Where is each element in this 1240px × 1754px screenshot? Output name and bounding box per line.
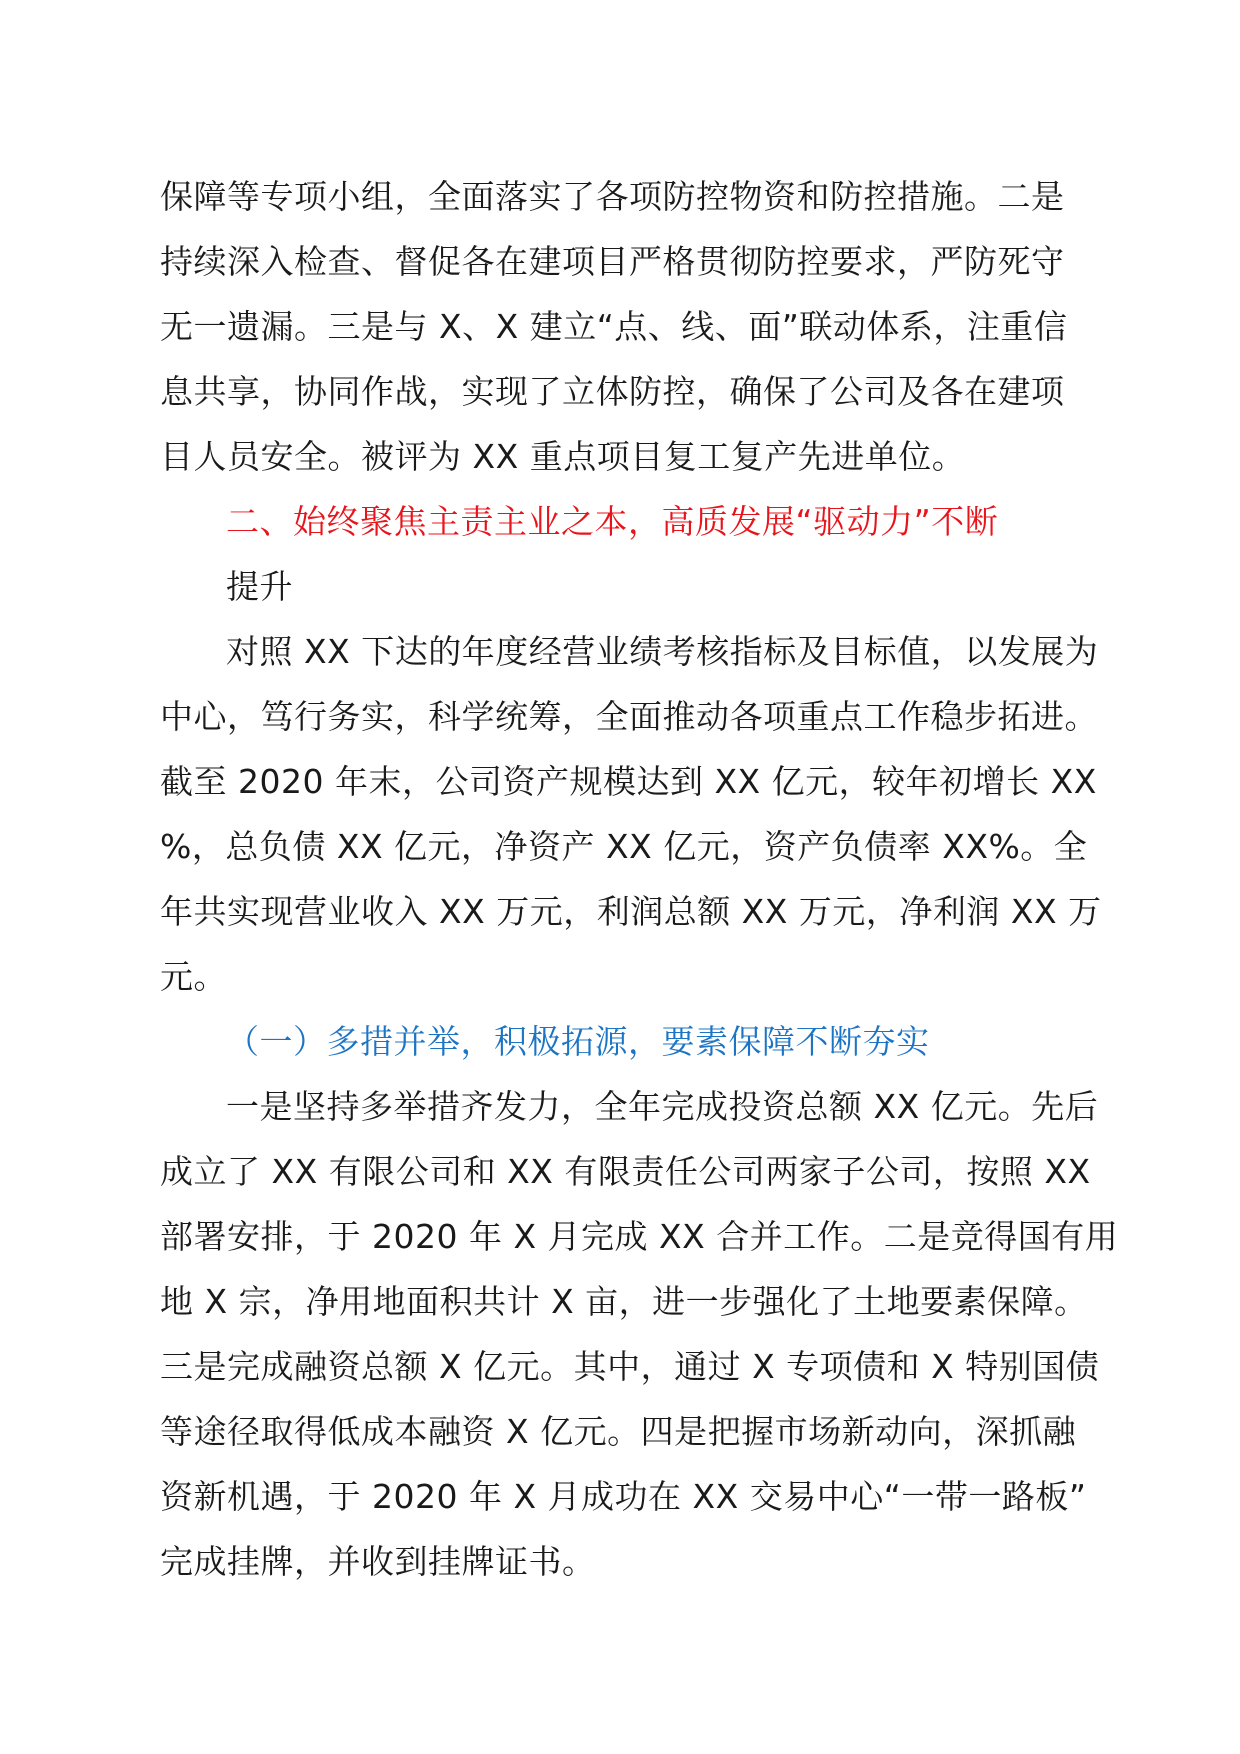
document-body <box>160 164 1119 1594</box>
section-heading-text: 二、始终聚焦主责主业之本，高质发展“驱动力”不断 <box>226 502 999 541</box>
text-line: 资新机遇，于 2020 年 X 月成功在 XX 交易中心“一带一路板” <box>160 1477 1087 1516</box>
text-line: 持续深入检查、督促各在建项目严格贯彻防控要求，严防死守 <box>160 242 1065 281</box>
text-line: 成立了 XX 有限公司和 XX 有限责任公司两家子公司，按照 XX <box>160 1152 1091 1191</box>
paragraph-3 <box>160 1074 1119 1594</box>
text-line: %，总负债 XX 亿元，净资产 XX 亿元，资产负债率 XX%。全 <box>160 827 1088 866</box>
text-line: 息共享，协同作战，实现了立体防控，确保了公司及各在建项 <box>160 372 1065 411</box>
section-heading-2 <box>160 489 1100 619</box>
subsection-heading-1 <box>160 1009 1100 1074</box>
text-line: 等途径取得低成本融资 X 亿元。四是把握市场新动向，深抓融 <box>160 1412 1077 1451</box>
text-line: 完成挂牌，并收到挂牌证书。 <box>160 1542 596 1581</box>
text-line: 部署安排，于 2020 年 X 月完成 XX 合并工作。二是竞得国有用 <box>160 1217 1119 1256</box>
text-line: 目人员安全。被评为 XX 重点项目复工复产先进单位。 <box>160 437 966 476</box>
text-line: 保障等专项小组，全面落实了各项防控物资和防控措施。二是 <box>160 177 1065 216</box>
text-line: 地 X 宗，净用地面积共计 X 亩，进一步强化了土地要素保障。 <box>160 1282 1088 1321</box>
text-line: 无一遗漏。三是与 X、X 建立“点、线、面”联动体系，注重信 <box>160 307 1068 346</box>
text-line: 一是坚持多举措齐发力，全年完成投资总额 XX 亿元。先后 <box>226 1087 1099 1126</box>
paragraph-1 <box>160 164 1100 489</box>
text-line: 对照 XX 下达的年度经营业绩考核指标及目标值，以发展为 <box>226 632 1099 671</box>
text-line: 元。 <box>160 957 227 996</box>
section-heading-continuation: 提升 <box>226 567 293 606</box>
subsection-heading-text: （一）多措并举，积极拓源，要素保障不断夯实 <box>226 1022 930 1061</box>
text-line: 三是完成融资总额 X 亿元。其中，通过 X 专项债和 X 特别国债 <box>160 1347 1100 1386</box>
text-line: 截至 2020 年末，公司资产规模达到 XX 亿元，较年初增长 XX <box>160 762 1097 801</box>
paragraph-2 <box>160 619 1100 1009</box>
text-line: 年共实现营业收入 XX 万元，利润总额 XX 万元，净利润 XX 万 <box>160 892 1102 931</box>
text-line: 中心，笃行务实，科学统筹，全面推动各项重点工作稳步拓进。 <box>160 697 1098 736</box>
